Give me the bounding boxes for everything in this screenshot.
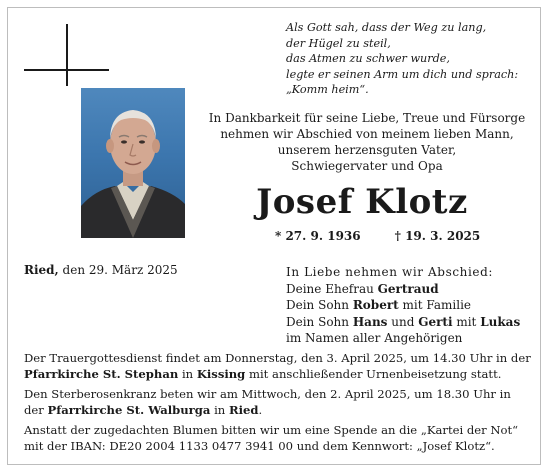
- poem-line: Als Gott sah, dass der Weg zu lang,: [286, 21, 487, 34]
- punctuation: .: [258, 403, 263, 418]
- poem-line: der Hügel zu steil,: [286, 36, 391, 50]
- mourner-connector: und: [387, 314, 419, 329]
- mourner-line: [286, 281, 520, 298]
- mourner-name: Gerti: [418, 314, 453, 329]
- mourner-relation: Deine Ehefrau: [286, 281, 378, 296]
- cross-horizontal-bar: [24, 69, 109, 71]
- donation-paragraph: [24, 422, 534, 455]
- life-dates: [275, 229, 480, 243]
- mourner-name: Hans: [352, 314, 388, 329]
- donation-line: Anstatt der zugedachten Blumen bitten wir um eine Spende an die „Kartei der Not“: [24, 422, 519, 437]
- notice-date: den 29. März 2025: [58, 263, 178, 277]
- mourner-line: [286, 314, 520, 331]
- mourner-line: [286, 297, 520, 314]
- death-date: † 19. 3. 2025: [394, 229, 481, 243]
- service-town: Kissing: [196, 367, 246, 382]
- place-name: Ried,: [24, 263, 59, 277]
- mourner-relation: Dein Sohn: [286, 314, 353, 329]
- mourner-name: Robert: [352, 298, 399, 312]
- birth-date: * 27. 9. 1936: [275, 229, 361, 243]
- mourner-connector: mit: [452, 314, 481, 329]
- cross-vertical-bar: [66, 24, 68, 86]
- service-line: [24, 366, 534, 382]
- mourner-suffix: mit Familie: [398, 298, 472, 312]
- poem: [286, 20, 526, 98]
- poem-line: das Atmen zu schwer wurde,: [286, 52, 450, 66]
- rosary-line: Den Sterberosenkranz beten wir am Mittwoch, den 2. April 2025, um 18.30 Uhr in: [24, 386, 511, 401]
- poem-line: legte er seinen Arm um dich und sprach:: [286, 67, 519, 81]
- intro-line: unserem herzensguten Vater,: [277, 143, 457, 157]
- mourner-line: im Namen aller Angehörigen: [286, 331, 463, 345]
- service-tail: mit anschließender Urnenbeisetzung statt.: [245, 367, 502, 382]
- mourners-heading: In Liebe nehmen wir Abschied:: [286, 265, 494, 279]
- service-church: Pfarrkirche St. Stephan: [24, 367, 179, 382]
- mourner-relation: Dein Sohn: [286, 298, 353, 312]
- rosary-paragraph: [24, 386, 534, 419]
- text-connector: in: [178, 367, 197, 382]
- deceased-name: Josef Klotz: [256, 182, 468, 222]
- notice-details: [24, 350, 534, 457]
- rosary-town: Ried: [228, 403, 259, 418]
- intro-line: Schwiegervater und Opa: [291, 159, 443, 173]
- portrait-illustration: [81, 88, 185, 238]
- donation-line: mit der IBAN: DE20 2004 1133 0477 3941 00 und dem Kennwort: „Josef Klotz“.: [24, 439, 495, 454]
- portrait-photo: [81, 88, 185, 238]
- poem-line: „Komm heim“.: [286, 83, 369, 97]
- rosary-church: Pfarrkirche St. Walburga: [47, 403, 211, 418]
- intro-line: In Dankbarkeit für seine Liebe, Treue und Fürsorge: [208, 111, 526, 125]
- text-connector: in: [210, 403, 229, 418]
- text-connector: der: [24, 403, 48, 418]
- rosary-line: [24, 402, 534, 418]
- mourners-list: [286, 264, 520, 347]
- intro-text: [195, 110, 539, 174]
- place-date: [24, 263, 178, 277]
- service-paragraph: [24, 350, 534, 383]
- mourner-name: Gertraud: [377, 281, 439, 296]
- mourner-name: Lukas: [480, 314, 521, 329]
- service-line: Der Trauergottesdienst findet am Donnerstag, den 3. April 2025, um 14.30 Uhr in der: [24, 351, 531, 365]
- intro-line: nehmen wir Abschied von meinem lieben Mann,: [220, 127, 514, 141]
